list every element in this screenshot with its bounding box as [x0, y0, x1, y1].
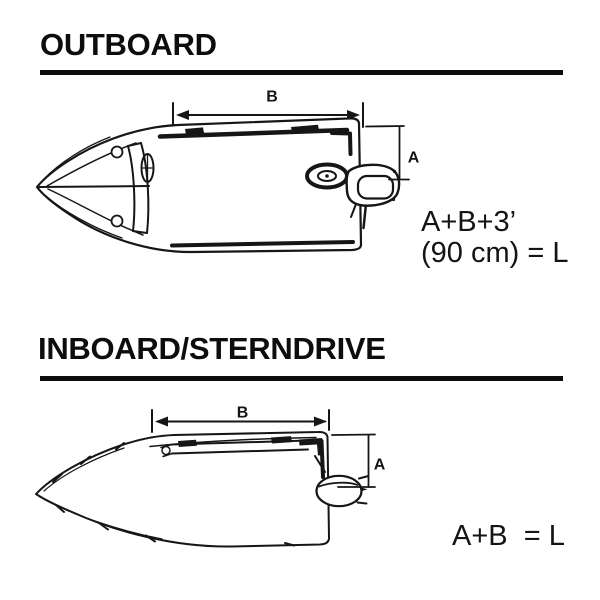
outboard-formula-line2: (90 cm) = L [421, 237, 569, 269]
outboard-formula-line1: A+B+3’ [421, 206, 517, 238]
inboard-heading-rule [40, 376, 563, 381]
inboard-boat-illustration [36, 432, 369, 547]
inboard-dim-b-label: B [236, 404, 249, 422]
outboard-dim-a-label: A [407, 149, 420, 167]
inboard-formula-line1: A+B = L [452, 520, 565, 552]
bow-center-line [39, 186, 149, 187]
outboard-boat-illustration [37, 118, 399, 252]
arrowhead-left-icon [155, 417, 168, 427]
inboard-formula [452, 521, 565, 552]
arrowhead-left-icon [176, 110, 189, 120]
outboard-section-heading: OUTBOARD [40, 27, 217, 62]
outboard-heading-rule [40, 70, 563, 75]
deck-fitting [112, 147, 123, 158]
seat-block [178, 440, 197, 447]
inboard-dimension-b [152, 405, 329, 433]
arrowhead-right-icon [314, 417, 327, 427]
outboard-dim-b-label: B [266, 88, 278, 106]
inboard-dim-a-label: A [373, 456, 386, 474]
deck-fitting [112, 216, 123, 227]
inboard-section-heading: INBOARD/STERNDRIVE [38, 331, 386, 366]
outboard-formula [421, 207, 568, 269]
